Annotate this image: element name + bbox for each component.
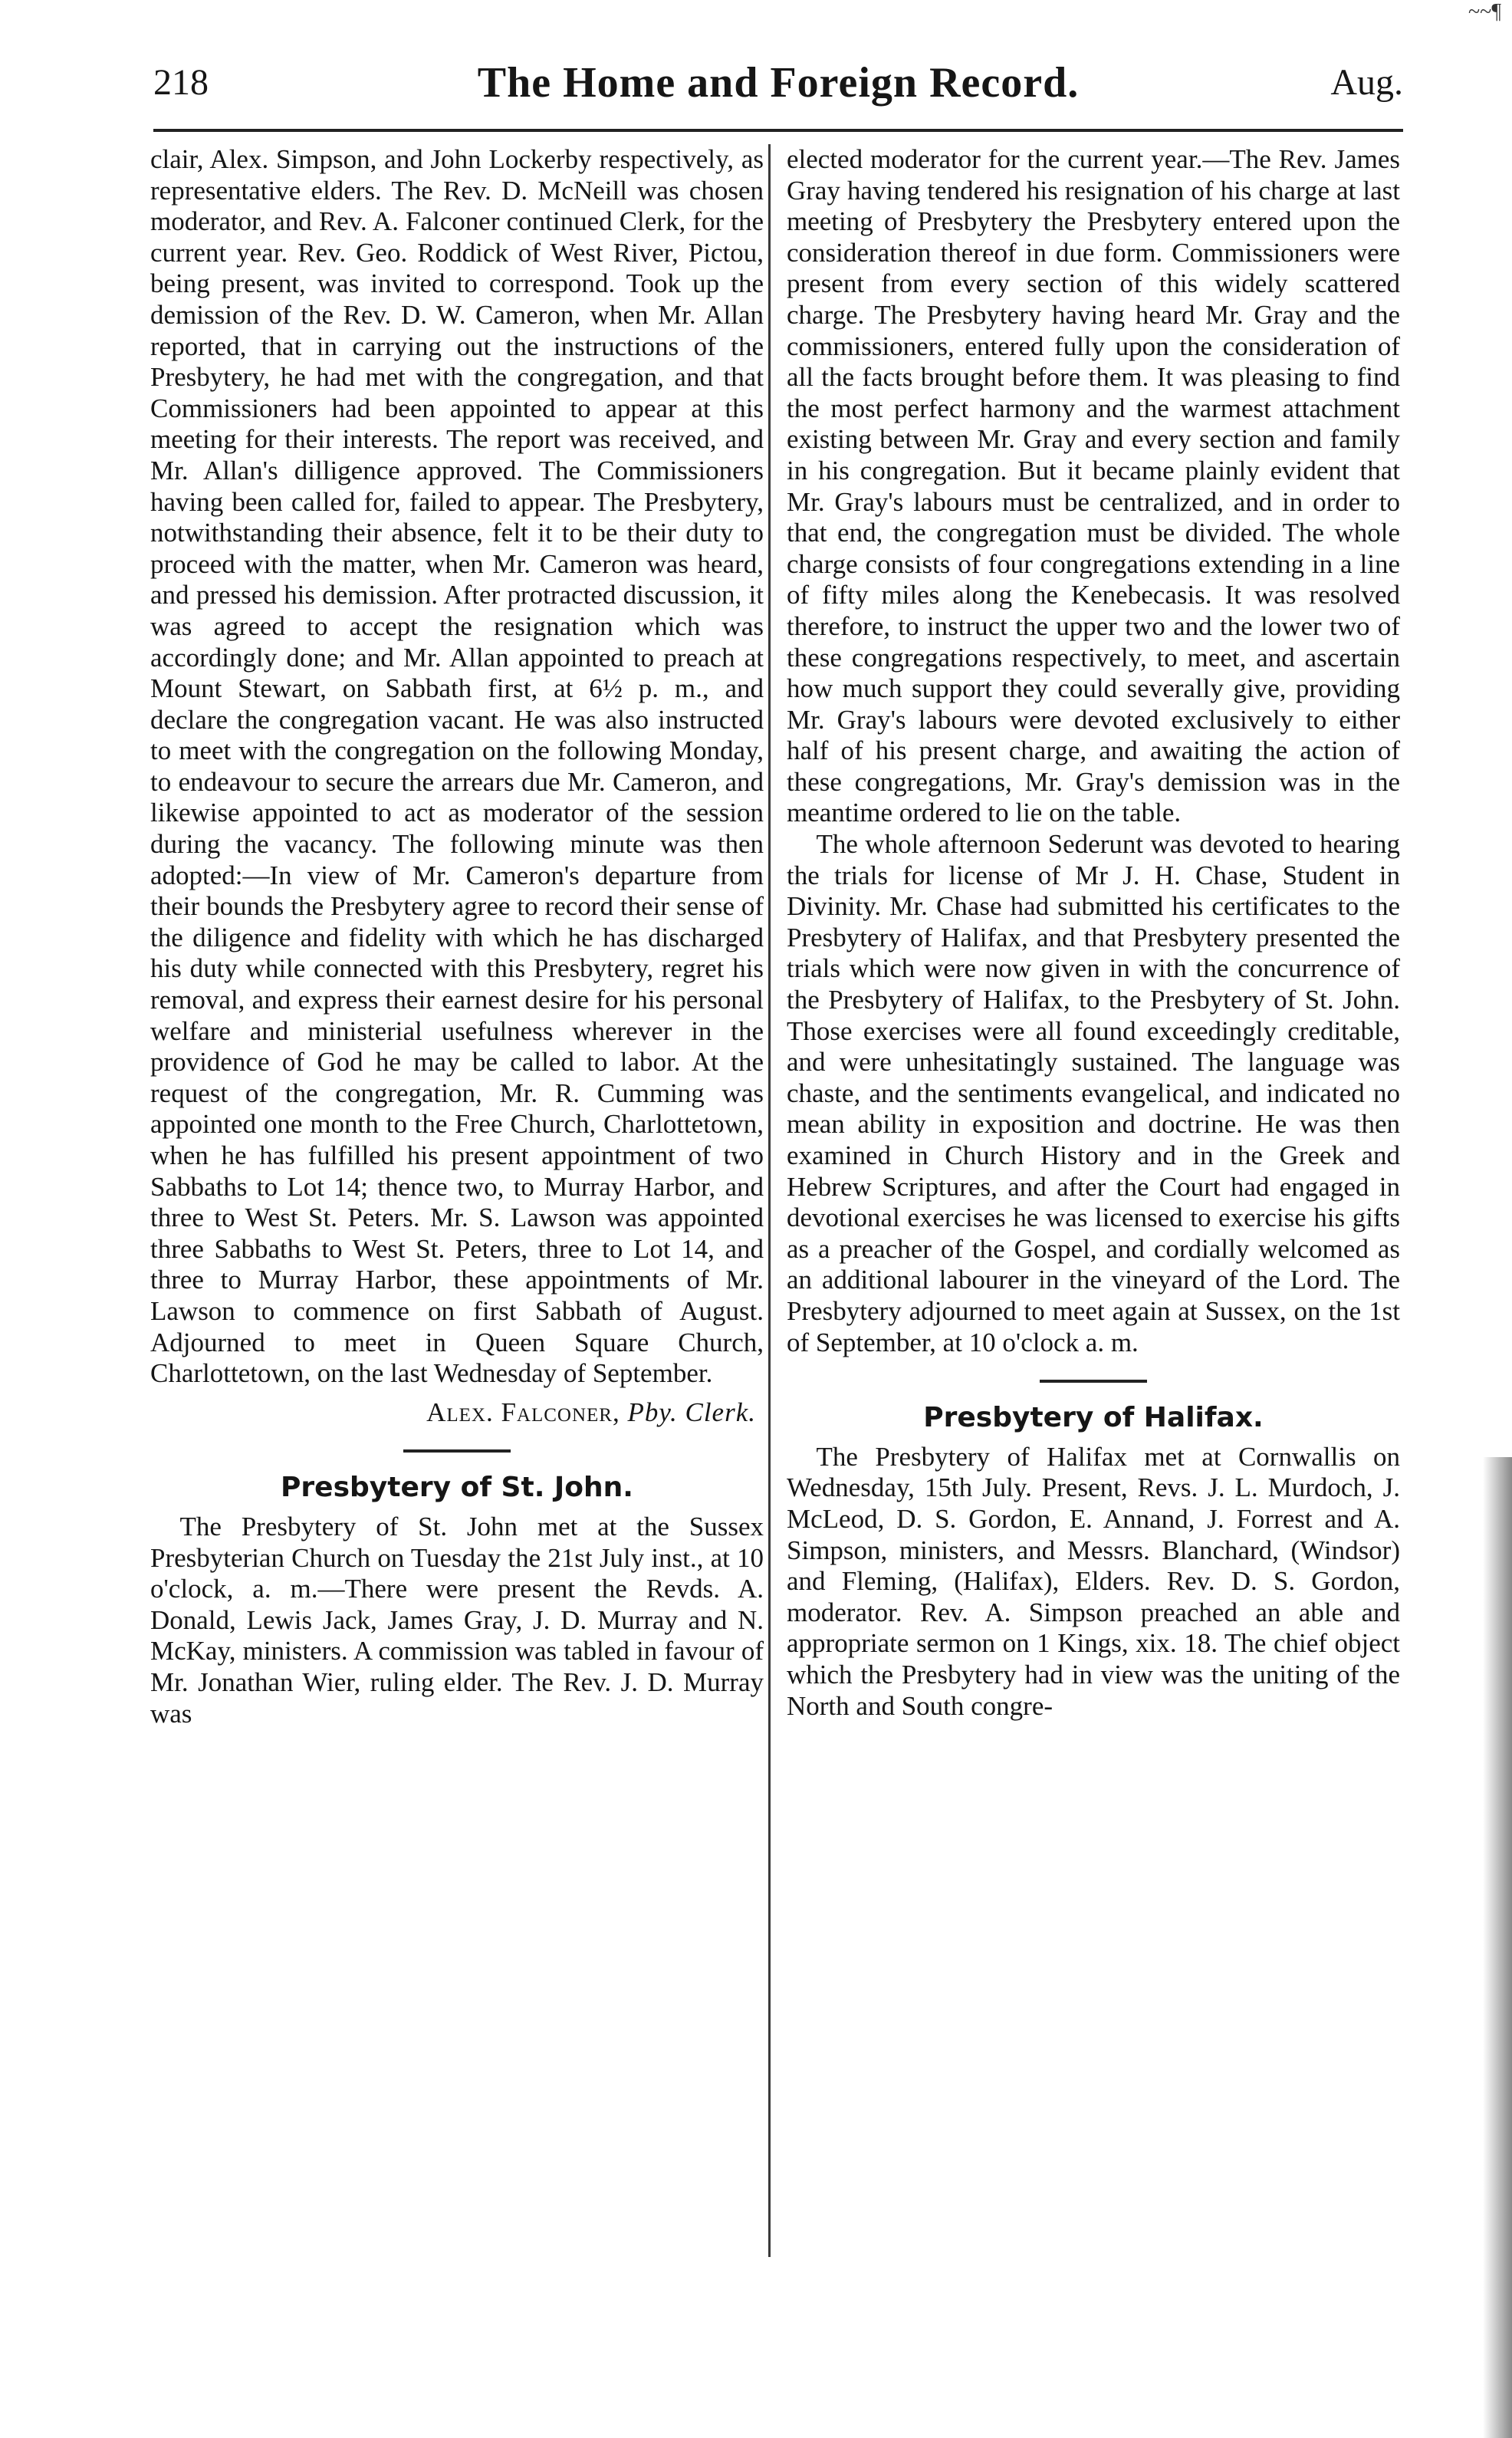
left-column [150,144,764,1729]
corner-mark: ~~¶ [1468,0,1501,24]
section-divider [403,1449,511,1453]
page-number: 218 [153,62,209,103]
body-paragraph: The Presbytery of Halifax met at Cornwallis on Wednesday, 15th July. Present, Revs. J. L. Murdoch, J. McLeod, D. S. Gordon, E. Annand, J. Forrest and A. Simpson, ministers, and Messrs. Blanchard, (Windsor) and Fleming, (Halifax), Elders. Rev. D. S. Gordon, moderator. Rev. A. Simpson preached an able and appropriate sermon on 1 Kings, xix. 18. The chief object which the Presbytery had in view was the uniting of the North and South congre- [787,1441,1400,1721]
body-paragraph: clair, Alex. Simpson, and John Lockerby respectively, as representative elders. The Rev. D. McNeill was chosen moderator, and Rev. A. Falconer continued Clerk, for the current year. Rev. Geo. Roddick of West River, Pictou, being present, was invited to correspond. Took up the demission of the Rev. D. W. Cameron, when Mr. Allan reported, that in carrying out the instructions of the Presbytery, he had met with the congregation, and that Commissioners had been appointed to appear at this meeting for their interests. The report was received, and Mr. Allan's dilligence approved. The Commissioners having been called for, failed to appear. The Presbytery, notwithstanding their absence, felt it to be their duty to proceed with the matter, when Mr. Cameron was heard, and pressed his demission. After protracted discussion, it was agreed to accept the resignation which was accordingly done; and Mr. Allan appointed to preach at Mount Stewart, on Sabbath first, at 6½ p. m., and declare the congregation vacant. He was also instructed to meet with the congregation on the following Monday, to endeavour to secure the arrears due Mr. Cameron, and likewise appointed to act as moderator of the session during the vacancy. The following minute was then adopted:—In view of Mr. Cameron's departure from their bounds the Presbytery agree to record their sense of the diligence and fidelity with which he has discharged his duty while connected with this Presbytery, regret his removal, and express their earnest desire for his personal welfare and ministerial usefulness wherever in the providence of God he may be called to labor. At the request of the congregation, Mr. R. Cumming was appointed one month to the Free Church, Charlottetown, when he has fulfilled his present appointment of two Sabbaths to Lot 14; thence two, to Murray Harbor, and three to West St. Peters. Mr. S. Lawson was appointed three Sabbaths to West St. Peters, three to Lot 14, and three to Murray Harbor, these appointments of Mr. Lawson to commence on first Sabbath of August. Adjourned to meet in Queen Square Church, Charlottetown, on the last Wednesday of September. [150,144,764,1389]
section-divider [1040,1380,1147,1383]
section-heading-st-john: Presbytery of St. John. [281,1472,633,1504]
binding-edge-shadow [1483,1457,1512,2438]
signature-role: Pby. Clerk. [627,1397,756,1427]
section-heading-halifax: Presbytery of Halifax. [923,1402,1264,1434]
body-paragraph: elected moderator for the current year.—The Rev. James Gray having tendered his resignation of his charge at last meeting of Presbytery the Presbytery entered upon the consideration thereof in due form. Commissioners were present from every section of this widely scattered charge. The Presbytery having heard Mr. Gray and the commissioners, entered fully upon the consideration of all the facts brought before them. It was pleasing to find the most perfect harmony and the warmest attachment existing between Mr. Gray and every section and family in his congregation. But it became plainly evident that Mr. Gray's labours must be centralized, and in order to that end, the congregation must be divided. The whole charge consists of four congregations extending in a line of fifty miles along the Kenebecasis. It was resolved therefore, to instruct the upper two and the lower two of these congregations respectively, to meet, and ascertain how much support they could severally give, providing Mr. Gray's labours were devoted exclusively to either half of his present charge, and awaiting the action of these congregations, Mr. Gray's demission was in the meantime ordered to lie on the table. [787,144,1400,828]
column-divider [768,144,771,2257]
signature-name: Alex. Falconer, [426,1397,620,1427]
clerk-signature [150,1397,764,1429]
journal-title: The Home and Foreign Record. [477,59,1080,107]
issue-month: Aug. [1330,62,1403,103]
body-paragraph: The Presbytery of St. John met at the Sussex Presbyterian Church on Tuesday the 21st July inst., at 10 o'clock, a. m.—There were present the Revds. A. Donald, Lewis Jack, James Gray, J. D. Murray and N. McKay, ministers. A commission was tabled in favour of Mr. Jonathan Wier, ruling elder. The Rev. J. D. Murray was [150,1511,764,1729]
header-rule [153,129,1403,132]
body-paragraph: The whole afternoon Sederunt was devoted to hearing the trials for license of Mr J. H. Chase, Student in Divinity. Mr. Chase had submitted his certificates to the Presbytery of Halifax, and that Presbytery presented the trials which were now given in with the concurrence of the Presbytery of Halifax, to the Presbytery of St. John. Those exercises were all found exceedingly creditable, and were unhesitatingly sustained. The language was chaste, and the sentiments evangelical, and indicated no mean ability in exposition and doctrine. He was then examined in Church History and in the Greek and Hebrew Scriptures, and after the Court had engaged in devotional exercises he was licensed to exercise his gifts as a preacher of the Gospel, and cordially welcomed as an additional labourer in the vineyard of the Lord. The Presbytery adjourned to meet again at Sussex, on the 1st of September, at 10 o'clock a. m. [787,829,1400,1357]
right-column [787,144,1400,1722]
running-header [153,61,1403,130]
